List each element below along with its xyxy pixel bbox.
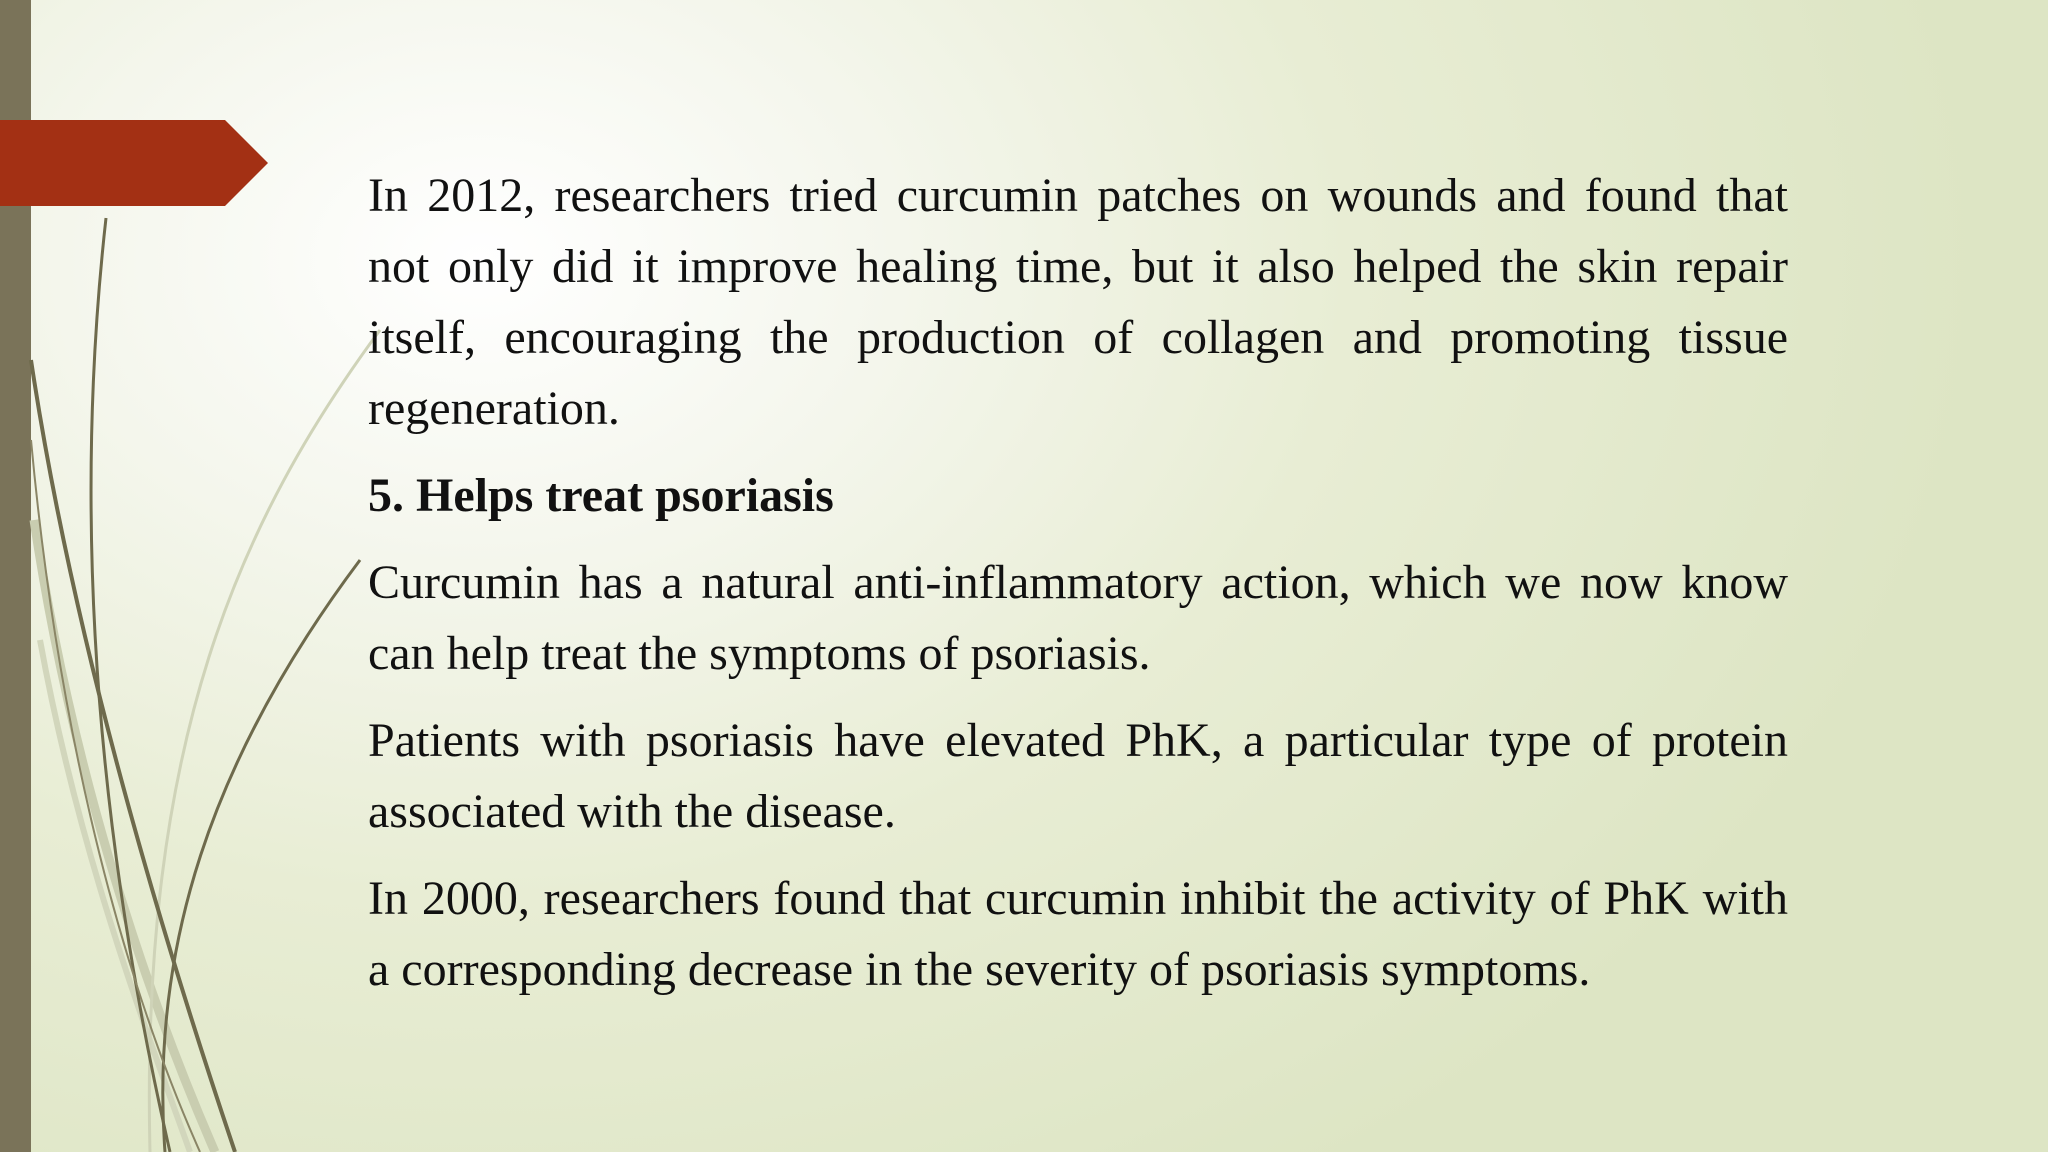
paragraph-2000-research: In 2000, researchers found that curcumin inhibit the activity of PhK with a corresponding decrease in the severity of psoriasis symptoms. — [368, 872, 1788, 996]
slide-body — [368, 160, 1788, 1021]
paragraph-phk-protein: Patients with psoriasis have elevated PhK, a particular type of protein associated with the disease. — [368, 714, 1788, 838]
paragraph-anti-inflammatory: Curcumin has a natural anti-inflammatory action, which we now know can help treat the symptoms of psoriasis. — [368, 556, 1788, 680]
paragraph-wound-healing: In 2012, researchers tried curcumin patches on wounds and found that not only did it improve healing time, but it also helped the skin repair itself, encouraging the production of collagen and promoting tissue regeneration. — [368, 169, 1788, 435]
section-heading: 5. Helps treat psoriasis — [368, 469, 834, 522]
title-flag-shape — [0, 120, 270, 206]
